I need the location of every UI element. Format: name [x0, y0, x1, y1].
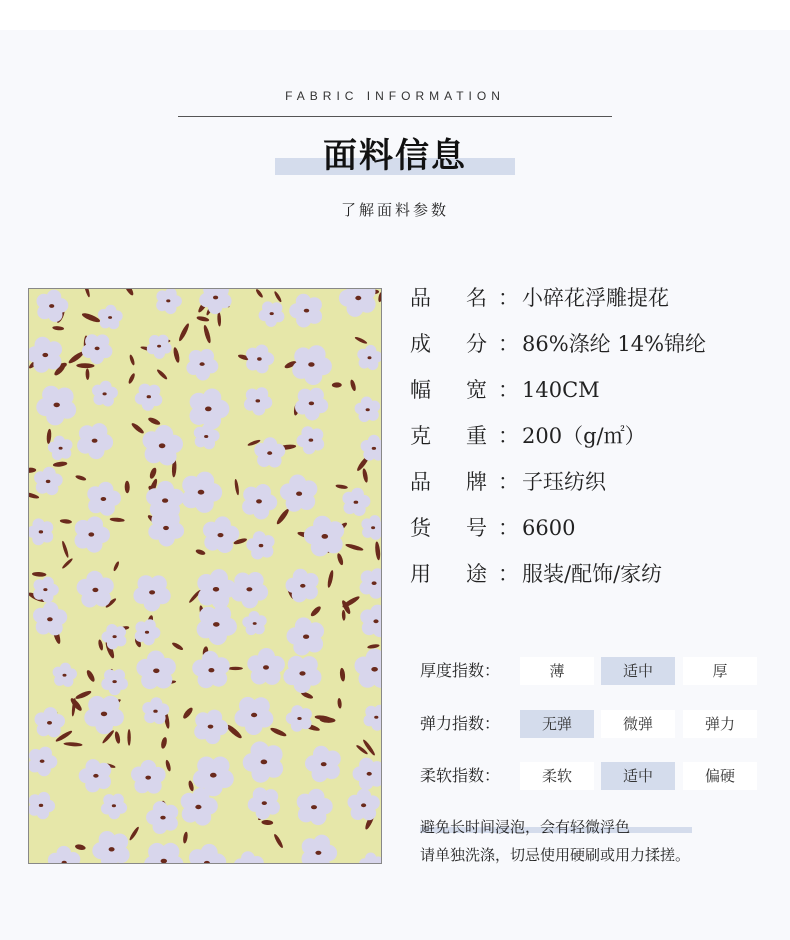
spec-row-weight: 克 重 ： 200（g/㎡）	[410, 424, 646, 448]
care-note-line-1: 避免长时间浸泡，会有轻微浮色	[420, 818, 631, 836]
spec-value: 200（g/㎡）	[522, 424, 646, 448]
index-label: 柔软指数：	[420, 766, 501, 785]
elasticity-option-none: 无弹	[520, 710, 594, 738]
fabric-leaf	[228, 667, 243, 670]
softness-option-soft: 柔软	[520, 762, 594, 790]
floral-fabric-swatch-icon	[29, 289, 381, 863]
page-title: 面料信息	[323, 136, 467, 176]
index-label: 厚度指数：	[420, 661, 501, 680]
spec-row-width: 幅 宽 ： 140CM	[410, 378, 600, 402]
spec-row-usage: 用 途 ： 服装/配饰/家纺	[410, 562, 663, 586]
fabric-leaf	[127, 729, 130, 746]
spec-row-item-number: 货 号 ： 6600	[410, 516, 576, 540]
softness-option-medium: 适中	[601, 762, 675, 790]
spec-row-brand: 品 牌 ： 子珏纺织	[410, 470, 606, 494]
spec-value: 子珏纺织	[522, 470, 606, 494]
fabric-photo	[28, 288, 382, 864]
spec-value: 服装/配饰/家纺	[522, 562, 663, 586]
care-note-line-2: 请单独洗涤，切忌使用硬刷或用力揉搓。	[420, 846, 691, 864]
spec-row-composition: 成 分 ： 86%涤纶 14%锦纶	[410, 332, 707, 356]
elasticity-option-stretch: 弹力	[683, 710, 757, 738]
top-band	[0, 0, 790, 30]
title-rule	[178, 116, 612, 117]
softness-option-stiff: 偏硬	[683, 762, 757, 790]
spec-value: 140CM	[522, 378, 600, 402]
page-subtitle: 了解面料参数	[340, 201, 449, 219]
spec-list	[410, 281, 706, 603]
spec-value: 小碎花浮雕提花	[522, 286, 669, 310]
spec-value: 86%涤纶 14%锦纶	[522, 332, 707, 356]
spec-row-name: 品 名 ： 小碎花浮雕提花	[410, 286, 669, 310]
elasticity-option-slight: 微弹	[601, 710, 675, 738]
spec-value: 6600	[522, 516, 576, 540]
thickness-option-medium: 适中	[601, 657, 675, 685]
index-label: 弹力指数：	[420, 714, 501, 733]
thickness-option-thin: 薄	[520, 657, 594, 685]
thickness-option-thick: 厚	[683, 657, 757, 685]
english-title: FABRIC INFORMATION	[285, 89, 505, 103]
